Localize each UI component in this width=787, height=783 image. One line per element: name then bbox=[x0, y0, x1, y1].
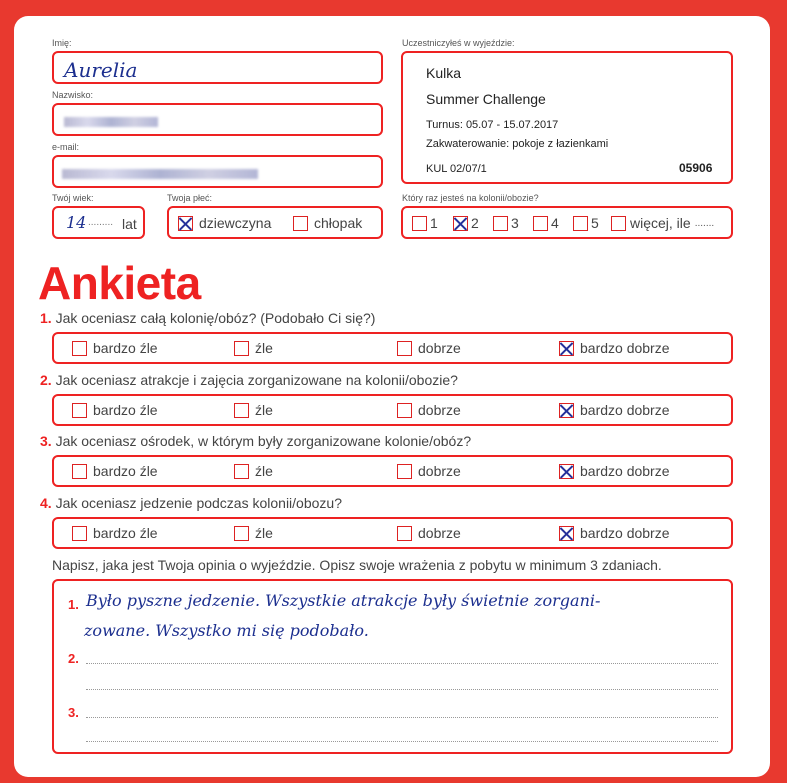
question-3 bbox=[40, 433, 471, 449]
q3-label-bardzo-dobrze: bardzo dobrze bbox=[580, 463, 670, 479]
question-4-number: 4. bbox=[40, 495, 52, 511]
checkbox-q2-bardzo-zle[interactable] bbox=[72, 403, 87, 418]
times-option-more[interactable] bbox=[611, 215, 714, 231]
q2-label-zle: źle bbox=[255, 402, 273, 418]
stamp-kod: KUL 02/07/1 bbox=[426, 163, 487, 175]
label-wiek: Twój wiek: bbox=[52, 193, 94, 203]
q4-option-dobrze[interactable] bbox=[397, 525, 461, 541]
checkbox-q2-bardzo-dobrze[interactable] bbox=[559, 403, 574, 418]
stamp-nr: 05906 bbox=[679, 161, 713, 175]
label-uczestniczyles: Uczestniczyłeś w wyjeździe: bbox=[402, 38, 515, 48]
times-option-4[interactable] bbox=[533, 215, 559, 231]
q1-option-bardzo-zle[interactable] bbox=[72, 340, 158, 356]
times-option-2[interactable] bbox=[453, 215, 479, 231]
opinion-dotted-line bbox=[86, 663, 718, 664]
answer-row-4 bbox=[52, 517, 733, 549]
times-option-5[interactable] bbox=[573, 215, 599, 231]
trip-stamp bbox=[401, 51, 733, 184]
stamp-line1: Kulka bbox=[426, 65, 462, 81]
times-label-2: 2 bbox=[471, 215, 479, 231]
answer-row-3 bbox=[52, 455, 733, 487]
opinion-field[interactable] bbox=[52, 579, 733, 754]
q4-label-zle: źle bbox=[255, 525, 273, 541]
survey-title: Ankieta bbox=[38, 257, 201, 309]
checkbox-q4-zle[interactable] bbox=[234, 526, 249, 541]
opinion-line-1: Było pyszne jedzenie. Wszystkie atrakcje były świetnie zorgani- bbox=[86, 591, 601, 610]
q2-option-bardzo-dobrze[interactable] bbox=[559, 402, 670, 418]
imie-field[interactable] bbox=[52, 51, 383, 84]
q4-option-bardzo-zle[interactable] bbox=[72, 525, 158, 541]
label-nazwisko: Nazwisko: bbox=[52, 90, 94, 100]
opinion-number-2: 2. bbox=[68, 651, 79, 666]
label-email: e-mail: bbox=[52, 142, 80, 152]
checkbox-q2-dobrze[interactable] bbox=[397, 403, 412, 418]
question-3-text: Jak oceniasz ośrodek, w którym były zorganizowane kolonie/obóz? bbox=[55, 433, 472, 449]
wiek-value: 14 bbox=[66, 213, 87, 232]
checkbox-q1-bardzo-dobrze[interactable] bbox=[559, 341, 574, 356]
times-label-3: 3 bbox=[511, 215, 519, 231]
q3-label-zle: źle bbox=[255, 463, 273, 479]
q4-label-bardzo-dobrze: bardzo dobrze bbox=[580, 525, 670, 541]
plec-female-label: dziewczyna bbox=[199, 215, 272, 231]
opinion-prompt: Napisz, jaka jest Twoja opinia o wyjeździe. Opisz swoje wrażenia z pobytu w minimum 3 zdaniach. bbox=[52, 557, 662, 573]
checkbox-times-more[interactable] bbox=[611, 216, 626, 231]
ktory-raz-field bbox=[401, 206, 733, 239]
checkbox-chlopak[interactable] bbox=[293, 216, 308, 231]
times-label-1: 1 bbox=[430, 215, 438, 231]
q2-option-bardzo-zle[interactable] bbox=[72, 402, 158, 418]
redacted-email bbox=[62, 169, 258, 179]
question-1 bbox=[40, 310, 375, 326]
q3-label-dobrze: dobrze bbox=[418, 463, 461, 479]
q1-option-zle[interactable] bbox=[234, 340, 273, 356]
stamp-zakwaterowanie: Zakwaterowanie: pokoje z łazienkami bbox=[426, 138, 609, 150]
opinion-number-3: 3. bbox=[68, 705, 79, 720]
label-plec: Twoja płeć: bbox=[167, 193, 213, 203]
times-option-3[interactable] bbox=[493, 215, 519, 231]
wiek-dots: ......... bbox=[88, 217, 114, 228]
opinion-dotted-line bbox=[86, 717, 718, 718]
stamp-line2: Summer Challenge bbox=[426, 91, 546, 107]
opinion-dotted-line bbox=[86, 689, 718, 690]
q2-label-dobrze: dobrze bbox=[418, 402, 461, 418]
checkbox-q4-bardzo-zle[interactable] bbox=[72, 526, 87, 541]
wiek-field[interactable] bbox=[52, 206, 145, 239]
nazwisko-field[interactable] bbox=[52, 103, 383, 136]
checkbox-q3-dobrze[interactable] bbox=[397, 464, 412, 479]
q2-option-zle[interactable] bbox=[234, 402, 273, 418]
q3-option-bardzo-dobrze[interactable] bbox=[559, 463, 670, 479]
checkbox-q1-zle[interactable] bbox=[234, 341, 249, 356]
question-3-number: 3. bbox=[40, 433, 52, 449]
q1-label-bardzo-dobrze: bardzo dobrze bbox=[580, 340, 670, 356]
q1-option-dobrze[interactable] bbox=[397, 340, 461, 356]
question-1-text: Jak oceniasz całą kolonię/obóz? (Podobało Ci się?) bbox=[55, 310, 376, 326]
q2-label-bardzo-zle: bardzo źle bbox=[93, 402, 158, 418]
redacted-nazwisko bbox=[64, 117, 158, 127]
q2-option-dobrze[interactable] bbox=[397, 402, 461, 418]
q3-option-bardzo-zle[interactable] bbox=[72, 463, 158, 479]
times-more-dots: ....... bbox=[694, 217, 715, 229]
checkbox-times-5[interactable] bbox=[573, 216, 588, 231]
plec-option-chlopak[interactable] bbox=[293, 215, 362, 231]
answer-row-2 bbox=[52, 394, 733, 426]
times-label-4: 4 bbox=[551, 215, 559, 231]
imie-value: Aurelia bbox=[64, 58, 138, 82]
question-1-number: 1. bbox=[40, 310, 52, 326]
q3-option-dobrze[interactable] bbox=[397, 463, 461, 479]
checkbox-times-3[interactable] bbox=[493, 216, 508, 231]
checkbox-q1-bardzo-zle[interactable] bbox=[72, 341, 87, 356]
q1-label-dobrze: dobrze bbox=[418, 340, 461, 356]
stamp-turnus: Turnus: 05.07 - 15.07.2017 bbox=[426, 119, 559, 131]
checkbox-q2-zle[interactable] bbox=[234, 403, 249, 418]
wiek-unit: lat bbox=[122, 216, 137, 232]
checkbox-q3-zle[interactable] bbox=[234, 464, 249, 479]
q1-label-zle: źle bbox=[255, 340, 273, 356]
checkbox-times-4[interactable] bbox=[533, 216, 548, 231]
q3-label-bardzo-zle: bardzo źle bbox=[93, 463, 158, 479]
plec-option-dziewczyna[interactable] bbox=[178, 215, 271, 231]
q3-option-zle[interactable] bbox=[234, 463, 273, 479]
times-option-1[interactable] bbox=[412, 215, 438, 231]
q4-label-bardzo-zle: bardzo źle bbox=[93, 525, 158, 541]
opinion-number-1: 1. bbox=[68, 597, 79, 612]
opinion-dotted-line bbox=[86, 741, 718, 742]
q4-option-zle[interactable] bbox=[234, 525, 273, 541]
plec-male-label: chłopak bbox=[314, 215, 363, 231]
times-label-5: 5 bbox=[591, 215, 599, 231]
checkbox-q4-dobrze[interactable] bbox=[397, 526, 412, 541]
label-imie: Imię: bbox=[52, 38, 72, 48]
q2-label-bardzo-dobrze: bardzo dobrze bbox=[580, 402, 670, 418]
checkbox-times-2[interactable] bbox=[453, 216, 468, 231]
checkbox-q4-bardzo-dobrze[interactable] bbox=[559, 526, 574, 541]
q1-option-bardzo-dobrze[interactable] bbox=[559, 340, 670, 356]
q4-label-dobrze: dobrze bbox=[418, 525, 461, 541]
checkbox-q3-bardzo-zle[interactable] bbox=[72, 464, 87, 479]
checkbox-q3-bardzo-dobrze[interactable] bbox=[559, 464, 574, 479]
question-2-number: 2. bbox=[40, 372, 52, 388]
label-ktory-raz: Który raz jesteś na kolonii/obozie? bbox=[402, 193, 539, 203]
times-label-more: więcej, ile bbox=[630, 215, 691, 231]
q1-label-bardzo-zle: bardzo źle bbox=[93, 340, 158, 356]
question-4 bbox=[40, 495, 342, 511]
email-field[interactable] bbox=[52, 155, 383, 188]
checkbox-dziewczyna[interactable] bbox=[178, 216, 193, 231]
checkbox-times-1[interactable] bbox=[412, 216, 427, 231]
question-2-text: Jak oceniasz atrakcje i zajęcia zorganizowane na kolonii/obozie? bbox=[55, 372, 458, 388]
opinion-line-2: zowane. Wszystko mi się podobało. bbox=[84, 621, 369, 640]
plec-field bbox=[167, 206, 383, 239]
question-2 bbox=[40, 372, 458, 388]
checkbox-q1-dobrze[interactable] bbox=[397, 341, 412, 356]
answer-row-1 bbox=[52, 332, 733, 364]
question-4-text: Jak oceniasz jedzenie podczas kolonii/obozu? bbox=[55, 495, 342, 511]
q4-option-bardzo-dobrze[interactable] bbox=[559, 525, 670, 541]
